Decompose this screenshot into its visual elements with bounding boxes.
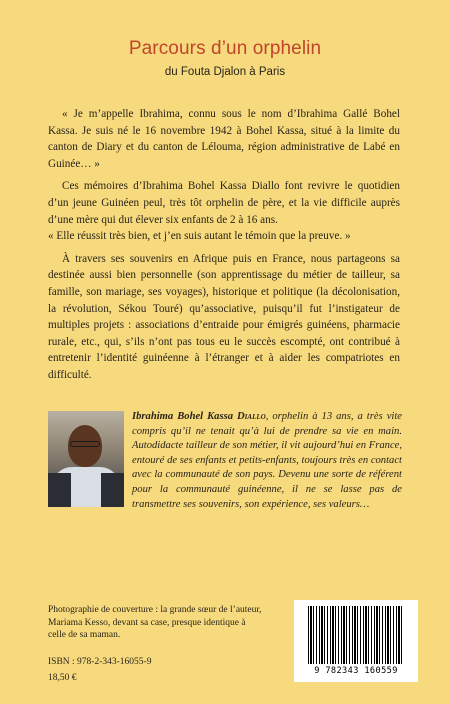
barcode (294, 600, 418, 682)
isbn: ISBN : 978-2-343-16055-9 (48, 657, 152, 667)
summary-quote-opening: « Je m’appelle Ibrahima, connu sous le nom d’Ibrahima Gallé Bohel Kassa. Je suis né le 16 novembre 1942 à Bohel Kassa, situé à la limite du canton de Diary et du canton de Lélouma, région administrative de Labé en Guinée… » (48, 108, 400, 170)
price: 18,50 € (48, 673, 77, 683)
author-photo (48, 411, 124, 507)
book-subtitle: du Fouta Djalon à Paris (164, 66, 286, 78)
barcode-number: 9 782343 160559 (314, 666, 398, 676)
summary-paragraph-intro-text: Ces mémoires d’Ibrahima Bohel Kassa Diallo font revivre le quotidien d’un jeune Guinéen peul, très tôt orphelin de père, et la vie difficile auprès d’une mère qui dut élever six enfants de 2 à 16 ans. (48, 180, 400, 226)
author-bio: , orphelin à 13 ans, a très vite compris qu’il ne tenait qu’à lui de prendre sa vie en main. Autodidacte tailleur de son métier, il vit aujourd’hui en France, entouré de ses enfants et petits-enfants, toujours très en contact avec la communauté de son pays. Devenu une sorte de référent pour la communauté guinéenne, il ne se lasse pas de transmettre ses souvenirs, son expérience, ses valeurs… (132, 411, 402, 510)
barcode-bars (308, 606, 404, 664)
book-title: Parcours d’un orphelin (128, 38, 322, 59)
author-bio-block (48, 410, 402, 512)
author-name-last: Diallo (237, 411, 266, 422)
summary-quote-mother: « Elle réussit très bien, et j’en suis autant le témoin que la preuve. » (48, 230, 351, 243)
photo-credit: Photographie de couverture : la grande sœur de l’auteur, Mariama Kesso, devant sa case, presque identique à celle de sa maman. (48, 605, 262, 641)
summary-paragraph-intro (48, 178, 400, 244)
author-name-first: Ibrahima Bohel Kassa (132, 411, 238, 422)
summary-text (48, 106, 400, 390)
summary-paragraph-journey: À travers ses souvenirs en Afrique puis en France, nous partageons sa destinée aussi bien personnelle (son apprentissage du métier de tailleur, sa famille, son mariage, ses voyages), historique et politique (la décolonisation, la révolution, Sékou Touré) qu’associative, puisqu’il fut l’instigateur de multiples projets : associations d’entraide pour émigrés guinéens, pharmacie rurale, etc., qui, s’ils n’ont pas tous eu le succès escompté, ont contribué à entretenir l’identité guinéenne à l’étranger et à aider les compatriotes en difficulté. (48, 252, 400, 381)
